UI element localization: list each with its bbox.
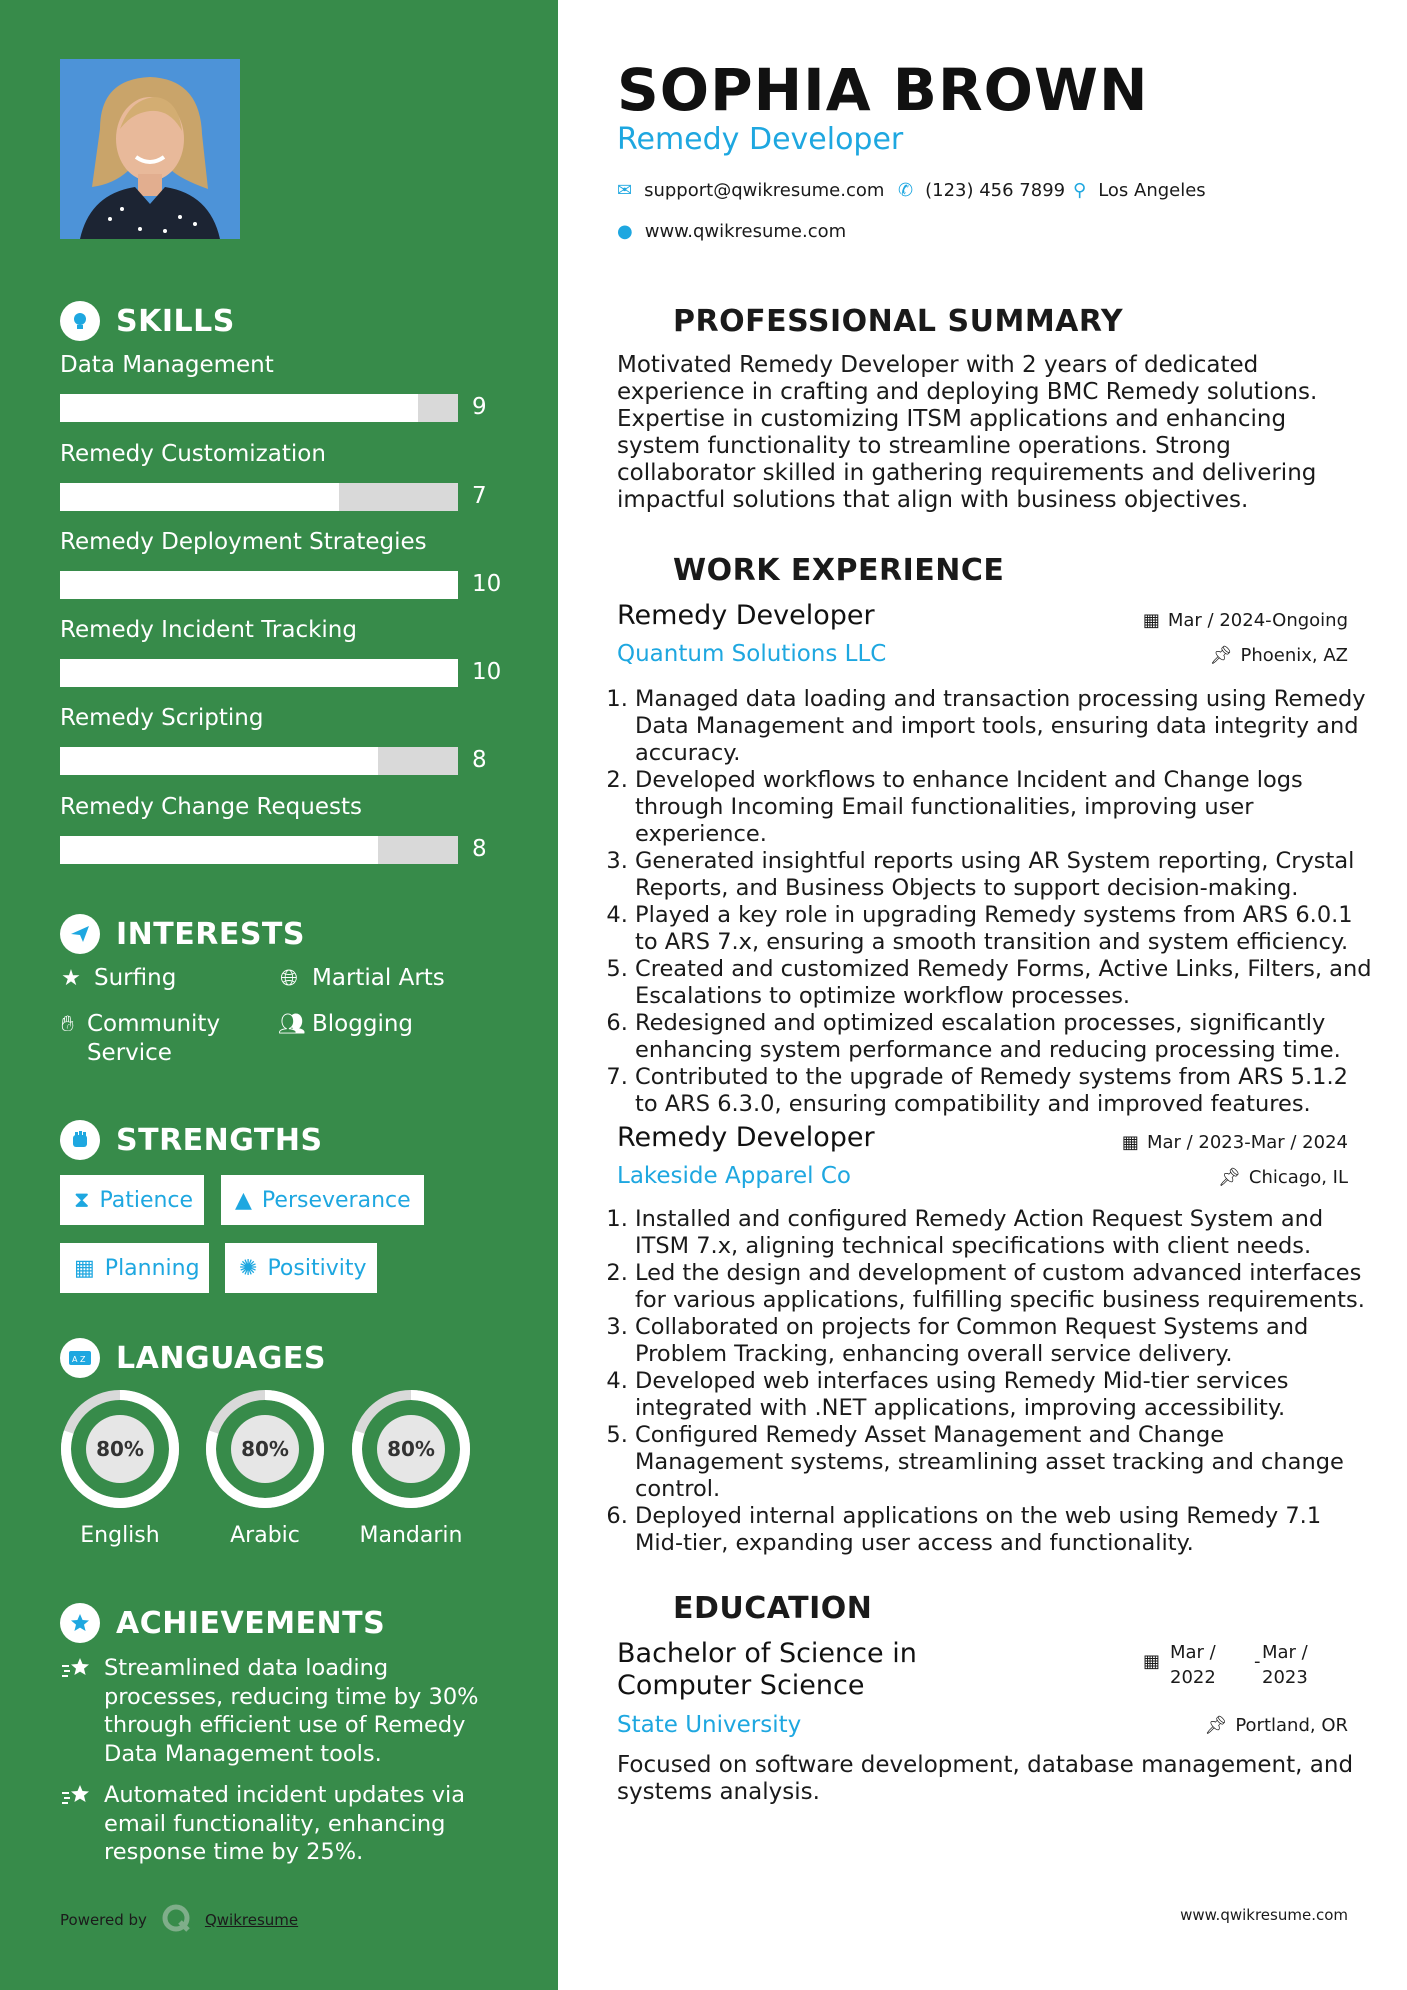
language-percent: 80% [96,1437,144,1461]
calendar-icon: ▦ [74,1255,95,1281]
contact-website[interactable] [617,221,846,242]
job-bullets [617,686,1375,1118]
brand-link[interactable]: Qwikresume [204,1911,299,1929]
job-location-text: Phoenix, AZ [1240,645,1348,666]
interest-item [60,964,176,993]
interest-item [278,1010,413,1039]
job-title: Remedy Developer [617,1122,875,1153]
skill-bar [60,394,458,422]
svg-text:A Z: A Z [72,1355,86,1364]
strengths-title: STRENGTHS [116,1122,323,1158]
languages-heading [60,1338,326,1378]
contact-phone[interactable] [898,180,1065,201]
job-bullet: 1. Managed data loading and transaction processing using Remedy Data Management and import tools, ensuring data integrity and accuracy. [635,686,1375,767]
briefcase-user-icon [617,550,657,590]
achievement-item [60,1654,500,1768]
strength-label: Patience [99,1187,194,1213]
interest-label: Blogging [312,1011,414,1037]
star-icon: ★ [61,966,81,991]
language-ring [349,1387,473,1511]
job-location [1218,1167,1348,1188]
skill-item [60,529,510,597]
paper-plane-icon [60,914,100,954]
skill-bar [60,836,458,864]
users-icon: 👥︎ [278,1012,306,1037]
language-ring [58,1387,182,1511]
powered-by-label: Powered by [60,1911,147,1929]
shooting-star-icon [60,1654,92,1768]
hourglass-icon: ⧗ [74,1187,90,1213]
strength-chip [225,1243,377,1293]
language-item [349,1387,473,1548]
skill-label: Remedy Scripting [60,705,264,731]
job-bullet: 4. Played a key role in upgrading Remedy systems from ARS 6.0.1 to ARS 7.x, ensuring a smooth transition and system efficiency. [635,902,1375,956]
job-bullet: 7. Contributed to the upgrade of Remedy systems from ARS 5.1.2 to ARS 6.3.0, ensuring compatibility and improved features. [635,1064,1375,1118]
strength-label: Positivity [267,1255,367,1281]
job-bullet: 1. Installed and configured Remedy Action Request System and ITSM 7.x, aligning technical specifications with client needs. [635,1206,1375,1260]
globe-icon: ● [617,221,633,242]
achievements-title: ACHIEVEMENTS [116,1605,386,1641]
education-end: Mar / 2023 [1262,1642,1308,1688]
strength-chip [60,1243,209,1293]
skills-title: SKILLS [116,303,235,339]
skills-heading [60,301,235,341]
achievement-text: Automated incident updates via email functionality, enhancing response time by 25%. [104,1782,466,1865]
skill-item [60,441,510,509]
skill-label: Remedy Deployment Strategies [60,529,427,555]
skill-bar [60,659,458,687]
strength-label: Perseverance [261,1187,411,1213]
education-location-text: Portland, OR [1235,1715,1348,1736]
skill-bar [60,747,458,775]
skill-value: 10 [472,659,502,685]
job-bullet: 3. Collaborated on projects for Common Request Systems and Problem Tracking, enhancing overall service delivery. [635,1314,1375,1368]
language-percent: 80% [241,1437,289,1461]
website-text: www.qwikresume.com [644,221,847,242]
map-pin-icon: ⚲ [1073,180,1087,201]
contact-email[interactable] [617,180,884,201]
language-icon [60,1338,100,1378]
envelope-icon: ✉ [617,180,633,201]
job-bullet: 6. Deployed internal applications on the web using Remedy 7.1 Mid-tier, expanding user access and functionality. [635,1503,1375,1557]
email-text: support@qwikresume.com [644,180,885,201]
phone-icon: ✆ [898,180,914,201]
interest-label: Surfing [94,965,177,991]
job-bullet: 4. Developed web interfaces using Remedy Mid-tier services integrated with .NET applications, improving accessibility. [635,1368,1375,1422]
language-name: English [80,1523,160,1548]
job-bullet: 5. Configured Remedy Asset Management and Change Management systems, streamlining asset tracking and change control. [635,1422,1375,1503]
achievement-item [60,1781,500,1867]
job-company: Quantum Solutions LLC [617,641,887,667]
skill-value: 7 [472,483,487,509]
qwikresume-logo-icon [161,1903,191,1937]
pushpin-icon: 📌︎ [1218,1167,1241,1188]
footer-website[interactable]: www.qwikresume.com [1180,1906,1348,1924]
job-location-text: Chicago, IL [1248,1167,1348,1188]
pushpin-icon: 📌︎ [1204,1715,1228,1736]
graduation-icon [617,1588,657,1628]
skill-value: 9 [472,394,487,420]
interest-item [278,964,445,993]
strength-label: Planning [104,1255,200,1281]
languages-title: LANGUAGES [116,1340,326,1376]
language-name: Arabic [230,1523,300,1548]
skill-label: Data Management [60,352,274,378]
skill-label: Remedy Incident Tracking [60,617,357,643]
sidebar [0,0,558,1990]
date-separator: - [1254,1651,1261,1672]
star-badge-icon [60,1603,100,1643]
education-start: Mar / 2022 [1170,1642,1216,1688]
shooting-star-icon [60,1781,92,1867]
lightbulb-icon [60,301,100,341]
skill-label: Remedy Customization [60,441,326,467]
globe-icon: 🌐︎ [280,966,298,991]
skill-bar [60,483,458,511]
skill-item [60,705,510,773]
strengths-heading [60,1120,323,1160]
handshake-icon: ✋︎ [61,1012,74,1037]
skill-bar-fill [60,836,378,864]
degree-title: Bachelor of Science in Computer Science [617,1638,917,1701]
fist-icon [60,1120,100,1160]
skill-item [60,794,510,862]
candidate-role: Remedy Developer [617,122,904,157]
phone-text: (123) 456 7899 [925,180,1066,201]
interest-label: Community Service [86,1011,221,1066]
job-dates-text: Mar / 2023-Mar / 2024 [1146,1132,1348,1153]
skill-item [60,617,510,685]
skill-bar-fill [60,483,339,511]
skill-label: Remedy Change Requests [60,794,362,820]
achievement-text: Streamlined data loading processes, reducing time by 30% through efficient use of Remedy Data Management tools. [104,1655,479,1767]
powered-by [60,1903,298,1937]
summary-title: PROFESSIONAL SUMMARY [673,303,1124,339]
interest-label: Martial Arts [312,965,445,991]
skill-value: 10 [472,571,502,597]
job-bullet: 6. Redesigned and optimized escalation processes, significantly enhancing system performance and reducing processing time. [635,1010,1375,1064]
spinner-icon: ✺ [239,1255,258,1281]
job-bullet: 3. Generated insightful reports using AR System reporting, Crystal Reports, and Business Objects to support decision-making. [635,848,1375,902]
road-icon: ▲ [235,1187,252,1213]
calendar-icon: ▦ [1121,1132,1139,1153]
language-name: Mandarin [359,1523,463,1548]
summary-text: Motivated Remedy Developer with 2 years of dedicated experience in crafting and deploying BMC Remedy solutions. Expertise in customizing ITSM applications and enhancing system functionality to streamline operations. Strong collaborator skilled in gathering requirements and delivering impactful solutions that align with business objectives. [617,352,1318,513]
education-heading [617,1588,872,1628]
user-icon [617,301,657,341]
work-heading [617,550,1004,590]
language-ring [203,1387,327,1511]
job-dates-text: Mar / 2024-Ongoing [1167,610,1348,631]
contact-location [1073,180,1206,201]
skill-item [60,352,510,420]
language-percent: 80% [387,1437,435,1461]
job-bullet: 5. Created and customized Remedy Forms, Active Links, Filters, and Escalations to optimize workflow processes. [635,956,1375,1010]
skill-bar-fill [60,659,458,687]
job-dates [1143,610,1348,631]
summary-heading [617,301,1123,341]
skill-value: 8 [472,836,487,862]
pushpin-icon: 📌︎ [1209,645,1233,666]
calendar-icon: ▦ [1143,1651,1161,1672]
interests-title: INTERESTS [116,916,305,952]
job-location [1210,645,1348,666]
calendar-icon: ▦ [1142,610,1160,631]
job-bullets [617,1206,1375,1557]
strength-chip [60,1175,204,1225]
achievements-heading [60,1603,385,1643]
skill-bar [60,571,458,599]
interests-heading [60,914,305,954]
job-title: Remedy Developer [617,600,875,631]
skill-bar-fill [60,394,418,422]
language-item [58,1387,182,1548]
skill-bar-fill [60,571,458,599]
strength-chip [221,1175,424,1225]
skill-value: 8 [472,747,487,773]
education-title: EDUCATION [673,1590,873,1626]
job-dates [1122,1132,1348,1153]
location-text: Los Angeles [1098,180,1206,201]
profile-photo [60,59,240,239]
work-title: WORK EXPERIENCE [673,552,1005,588]
job-bullet: 2. Led the design and development of custom advanced interfaces for various applications, fulfilling specific business requirements. [635,1260,1375,1314]
school-name: State University [617,1712,802,1738]
skill-bar-fill [60,747,378,775]
interest-item [60,1010,240,1068]
education-description: Focused on software development, database management, and systems analysis. [617,1752,1354,1805]
education-location [1204,1715,1348,1736]
language-item [203,1387,327,1548]
job-company: Lakeside Apparel Co [617,1163,851,1189]
job-bullet: 2. Developed workflows to enhance Incident and Change logs through Incoming Email functionalities, improving user experience. [635,767,1375,848]
candidate-name: SOPHIA BROWN [617,56,1149,124]
